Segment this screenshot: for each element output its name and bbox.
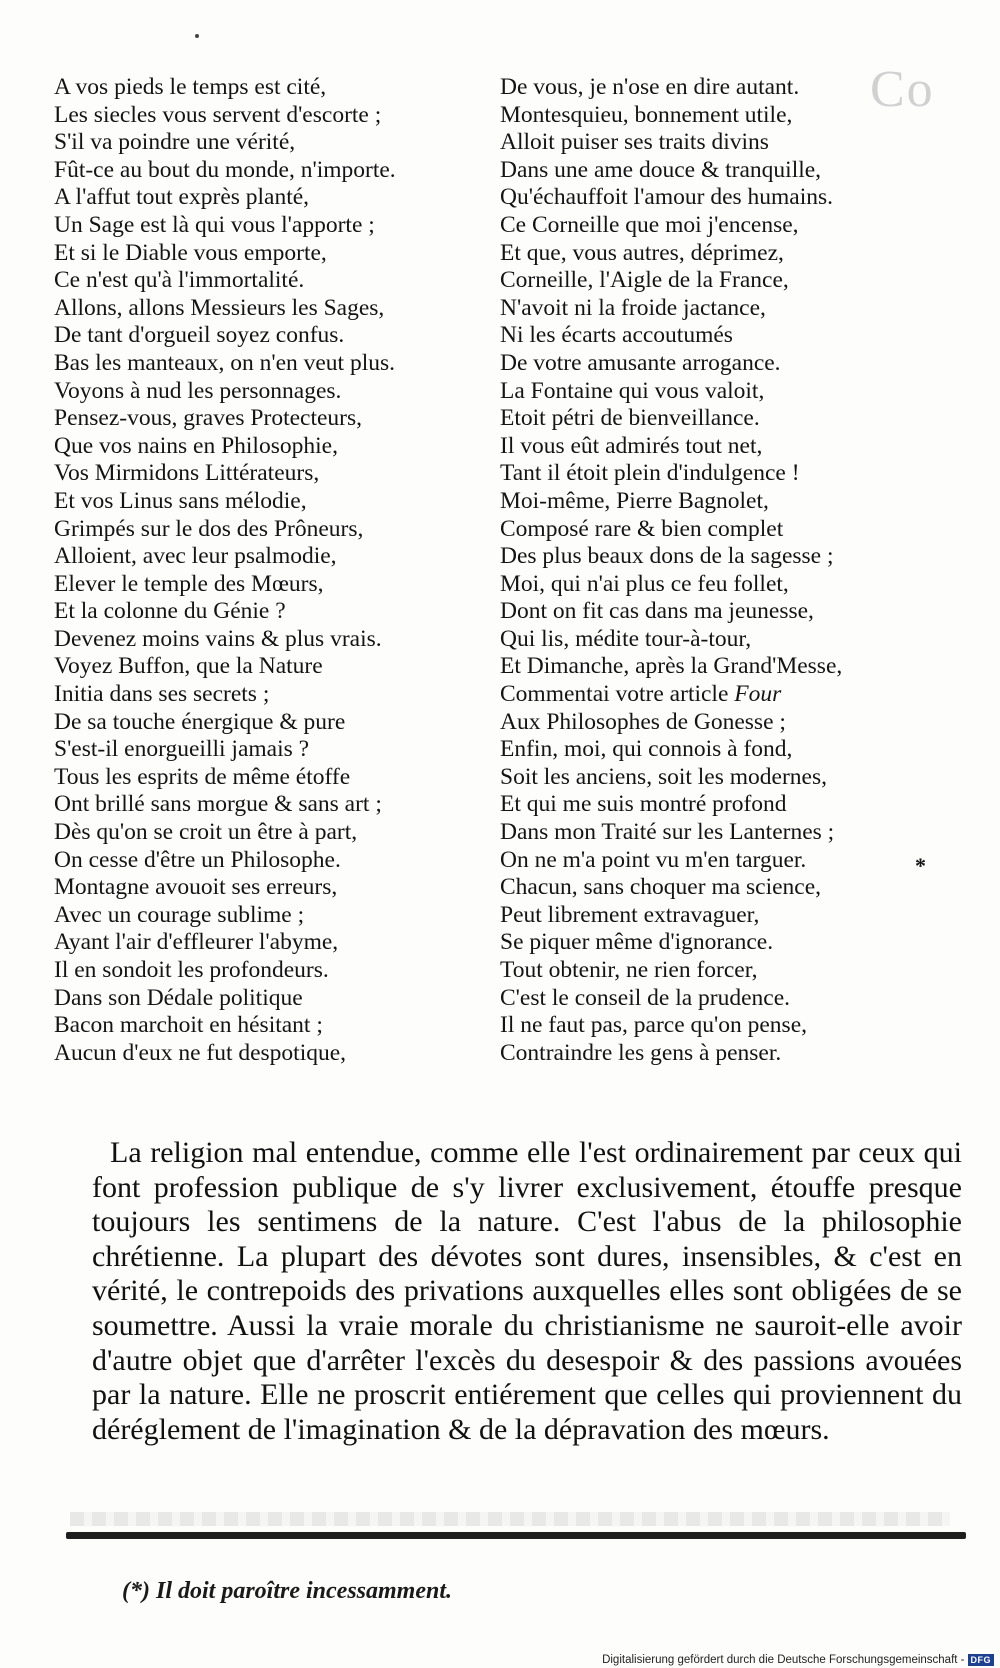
right-verse-line: Peut librement extravaguer,	[500, 901, 760, 928]
left-verse-line: De tant d'orgueil soyez confus.	[54, 322, 345, 349]
right-verse-line: Des plus beaux dons de la sagesse ;	[500, 543, 834, 570]
left-verse-line: Pensez-vous, graves Protecteurs,	[54, 405, 363, 432]
bleed-through-rule	[70, 1512, 950, 1526]
left-verse-line: Devenez moins vains & plus vrais.	[54, 625, 382, 652]
right-verse-line: Etoit pétri de bienveillance.	[500, 405, 760, 432]
right-verse-line: La Fontaine qui vous valoit,	[500, 377, 765, 404]
right-verse-line: Aux Philosophes de Gonesse ;	[500, 708, 786, 735]
left-verse-line: Bacon marchoit en hésitant ;	[54, 1012, 323, 1039]
right-verse-line: Dans une ame douce & tranquille,	[500, 156, 822, 183]
right-verse-line: Dont on fit cas dans ma jeunesse,	[500, 598, 814, 625]
right-verse-line: Alloit puiser ses traits divins	[500, 129, 769, 156]
right-verse-line: Moi, qui n'ai plus ce feu follet,	[500, 570, 789, 597]
left-verse-line: Avec un courage sublime ;	[54, 901, 305, 928]
left-verse-line: Grimpés sur le dos des Prôneurs,	[54, 515, 364, 542]
left-verse-line: Tous les esprits de même étoffe	[54, 763, 351, 790]
left-verse-line: Que vos nains en Philosophie,	[54, 432, 338, 459]
left-verse-line: Les siecles vous servent d'escorte ;	[54, 101, 382, 128]
right-verse-line: C'est le conseil de la prudence.	[500, 984, 791, 1011]
left-verse-line: Et vos Linus sans mélodie,	[54, 487, 307, 514]
left-verse-line: Ce n'est qu'à l'immortalité.	[54, 267, 305, 294]
digitization-credit	[602, 1654, 994, 1666]
right-verse-line: Montesquieu, bonnement utile,	[500, 101, 793, 128]
left-verse-line: A l'affut tout exprès planté,	[54, 184, 310, 211]
left-verse-line: Elever le temple des Mœurs,	[54, 570, 324, 597]
right-verse-line: Qui lis, médite tour-à-tour,	[500, 625, 752, 652]
right-verse-line: Se piquer même d'ignorance.	[500, 929, 774, 956]
left-verse-line: A vos pieds le temps est cité,	[54, 74, 327, 100]
left-verse-line: Bas les manteaux, on n'en veut plus.	[54, 349, 396, 376]
left-verse-line: On cesse d'être un Philosophe.	[54, 846, 341, 873]
right-verse-line: Et Dimanche, après la Grand'Messe,	[500, 653, 843, 680]
right-verse-line: Enfin, moi, qui connois à fond,	[500, 736, 793, 763]
prose-paragraph: La religion mal entendue, comme elle l'est ordinairement par ceux qui font profession publique de s'y livrer exclusivement, étouffe presque toujours les sentimens de la nature. C'est l'abus de la philosophie chrétienne. La plupart des dévotes sont dures, insensibles, & c'est en vérité, le contrepoids des privations auxquelles elles sont obligées de se soumettre. Aussi la vraie morale du christianisme ne sauroit-elle avoir d'autre objet que d'arrêter l'excès du desespoir & des passions avouées par la nature. Elle ne proscrit entiérement que celles qui proviennent du déréglement de l'imagination & de la dépravation des mœurs.	[92, 1136, 962, 1446]
right-verse-line: Corneille, l'Aigle de la France,	[500, 267, 789, 294]
footnote: (*) Il doit paroître incessamment.	[122, 1578, 452, 1604]
right-verse-line: Commentai votre article Four	[500, 681, 782, 708]
left-verse-line: Montagne avouoit ses erreurs,	[54, 874, 338, 901]
left-verse-line: Dès qu'on se croit un être à part,	[54, 819, 358, 846]
right-verse-line: Il ne faut pas, parce qu'on pense,	[500, 1012, 808, 1039]
left-verse-line: Alloient, avec leur psalmodie,	[54, 543, 337, 570]
right-verse-line: Tant il étoit plein d'indulgence !	[500, 460, 800, 487]
left-verse-line: Un Sage est là qui vous l'apporte ;	[54, 211, 375, 238]
right-verse-line: Composé rare & bien complet	[500, 515, 784, 542]
right-verse-line: Et que, vous autres, déprimez,	[500, 239, 784, 266]
left-verse-line: S'est-il enorgueilli jamais ?	[54, 736, 310, 763]
right-verse-line: Et qui me suis montré profond	[500, 791, 787, 818]
left-verse-line: Vos Mirmidons Littérateurs,	[54, 460, 320, 487]
right-verse-line: De vous, je n'ose en dire autant.	[500, 74, 800, 100]
left-verse-line: De sa touche énergique & pure	[54, 708, 346, 735]
right-verse-line: On ne m'a point vu m'en targuer.	[500, 846, 807, 873]
left-verse-line: Voyons à nud les personnages.	[54, 377, 342, 404]
bleed-through-title: Co	[870, 61, 935, 118]
footnote-marker: *	[915, 853, 926, 878]
poem-left-column	[54, 74, 494, 1067]
poem-right-column	[500, 74, 850, 1067]
right-verse-line: Tout obtenir, ne rien forcer,	[500, 957, 758, 983]
left-verse-line: Ayant l'air d'effleurer l'abyme,	[54, 929, 339, 956]
right-verse-line: Soit les anciens, soit les modernes,	[500, 763, 827, 790]
right-verse-line: Contraindre les gens à penser.	[500, 1039, 782, 1066]
left-verse-line: Allons, allons Messieurs les Sages,	[54, 294, 385, 321]
right-verse-line: Dans mon Traité sur les Lanternes ;	[500, 819, 835, 846]
right-verse-line: De votre amusante arrogance.	[500, 349, 781, 376]
left-verse-line: Initia dans ses secrets ;	[54, 681, 270, 708]
left-verse-line: Et la colonne du Génie ?	[54, 598, 286, 625]
left-verse-line: Voyez Buffon, que la Nature	[54, 653, 323, 680]
credit-text: Digitalisierung gefördert durch die Deutsche Forschungsgemeinschaft -	[602, 1654, 965, 1666]
left-verse-line: Fût-ce au bout du monde, n'importe.	[54, 156, 396, 183]
right-verse-line: Il vous eût admirés tout net,	[500, 432, 763, 459]
right-verse-line: Qu'échauffoit l'amour des humains.	[500, 184, 834, 211]
left-verse-line: Et si le Diable vous emporte,	[54, 239, 327, 266]
right-verse-line: Ce Corneille que moi j'encense,	[500, 211, 799, 238]
left-verse-line: Ont brillé sans morgue & sans art ;	[54, 791, 382, 818]
left-verse-line: S'il va poindre une vérité,	[54, 129, 296, 156]
bleed-through-text	[850, 70, 1000, 1120]
horizontal-rule	[66, 1532, 966, 1539]
right-verse-line: Moi-même, Pierre Bagnolet,	[500, 487, 769, 514]
right-verse-line: Ni les écarts accoutumés	[500, 322, 733, 349]
right-verse-line: N'avoit ni la froide jactance,	[500, 294, 766, 321]
dfg-logo-icon: DFG	[968, 1654, 995, 1666]
left-verse-line: Aucun d'eux ne fut despotique,	[54, 1039, 347, 1066]
right-verse-line: Chacun, sans choquer ma science,	[500, 874, 822, 901]
left-verse-line: Il en sondoit les profondeurs.	[54, 957, 329, 983]
left-verse-line: Dans son Dédale politique	[54, 984, 303, 1011]
ink-speck	[195, 34, 199, 38]
